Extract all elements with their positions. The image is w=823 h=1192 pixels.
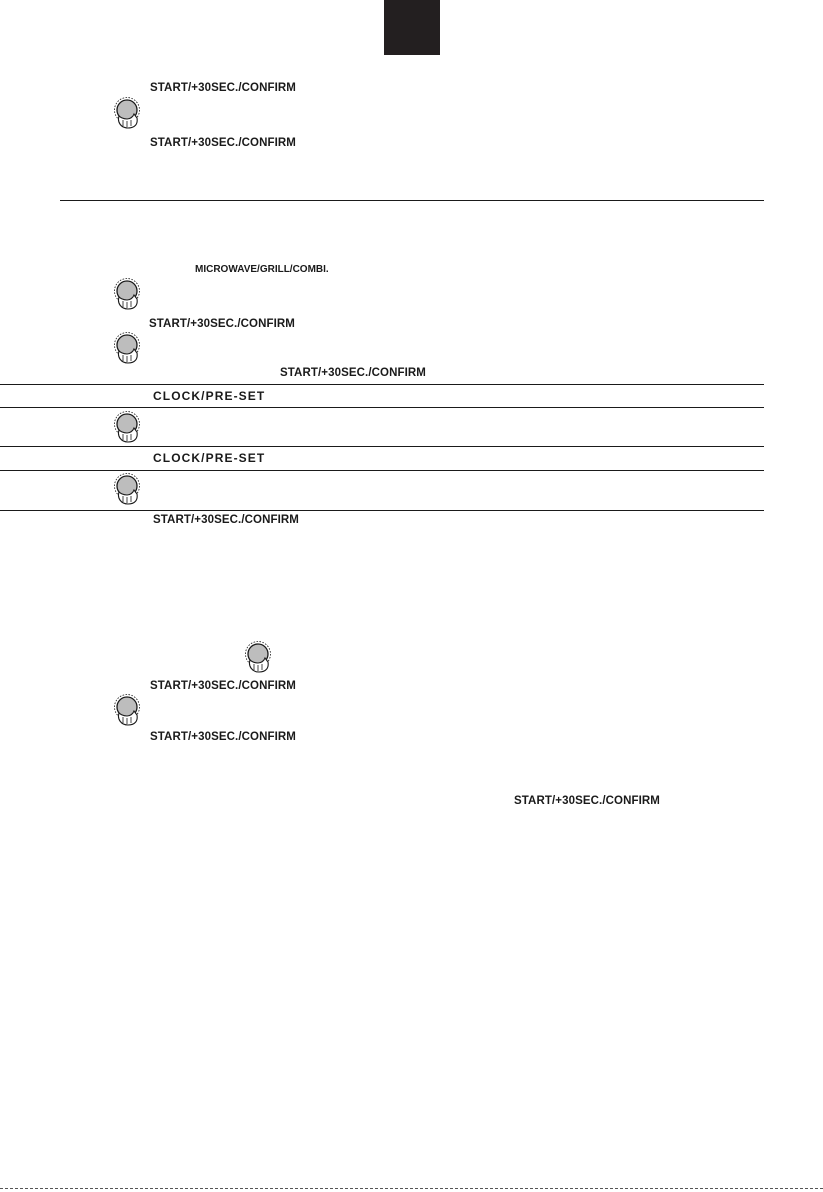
table-rule — [0, 470, 764, 471]
hand-turning-dial-icon — [112, 410, 146, 444]
section-divider — [60, 200, 764, 201]
hand-turning-dial-icon — [112, 96, 146, 130]
page-tab-marker — [384, 0, 440, 55]
clock-label-2: CLOCK/PRE-SET — [153, 451, 266, 465]
confirm-label-2: START/+30SEC./CONFIRM — [150, 137, 296, 149]
confirm-label-3: START/+30SEC./CONFIRM — [149, 318, 295, 330]
table-rule — [0, 407, 764, 408]
table-rule — [0, 384, 764, 385]
hand-turning-dial-icon — [112, 277, 146, 311]
confirm-label-5: START/+30SEC./CONFIRM — [153, 514, 299, 526]
page-bottom-edge — [0, 1188, 823, 1189]
table-rule — [0, 446, 764, 447]
confirm-label-6: START/+30SEC./CONFIRM — [150, 680, 296, 692]
confirm-label-8: START/+30SEC./CONFIRM — [514, 795, 660, 807]
hand-turning-dial-icon — [112, 331, 146, 365]
confirm-label-4: START/+30SEC./CONFIRM — [280, 367, 426, 379]
hand-turning-dial-icon — [112, 472, 146, 506]
clock-label-1: CLOCK/PRE-SET — [153, 389, 266, 403]
hand-turning-dial-icon — [112, 693, 146, 727]
confirm-label-1: START/+30SEC./CONFIRM — [150, 82, 296, 94]
hand-turning-dial-icon — [243, 640, 277, 674]
confirm-label-7: START/+30SEC./CONFIRM — [150, 731, 296, 743]
mode-label: MICROWAVE/GRILL/COMBI. — [195, 264, 329, 275]
table-rule — [0, 510, 764, 511]
